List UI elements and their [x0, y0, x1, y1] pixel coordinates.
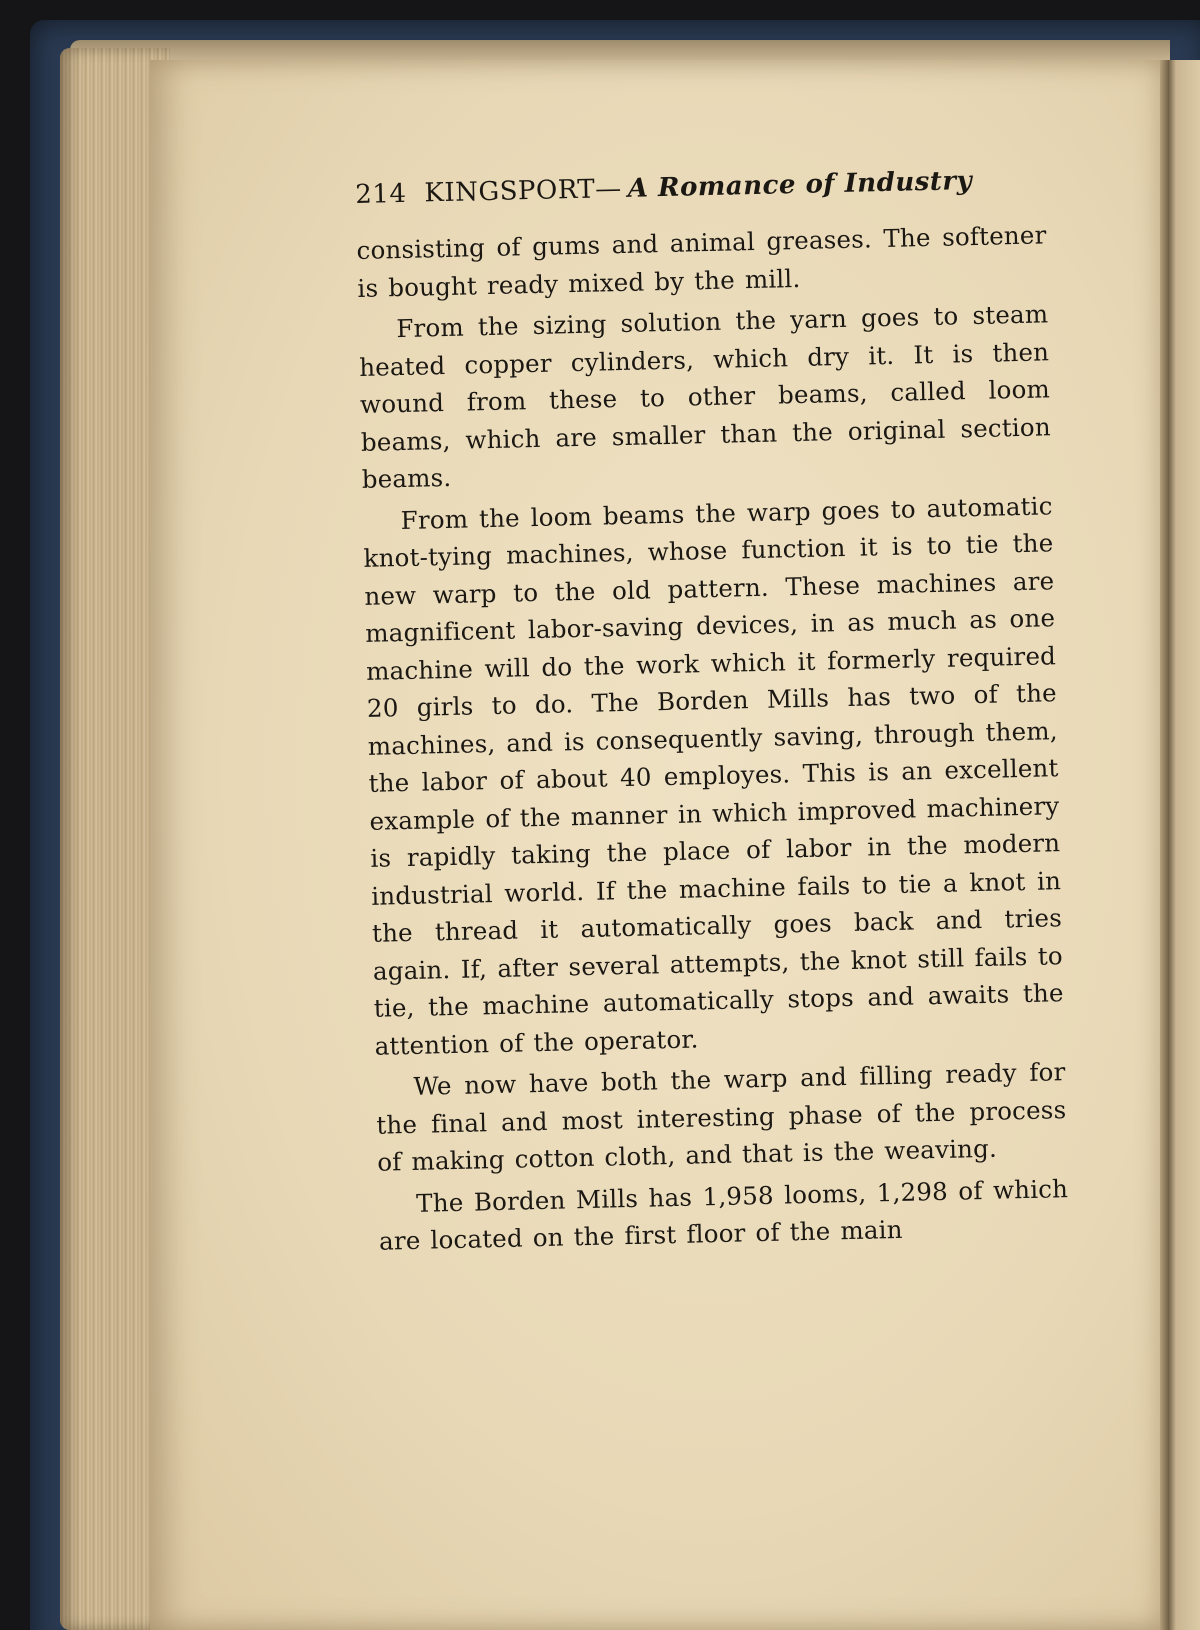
running-subtitle: A Romance of Industry	[627, 166, 973, 204]
facing-page-edge	[1168, 60, 1200, 1630]
paragraph: We now have both the warp and filling ready for the final and most interesting phase of the process of making cotton cloth, and that is the weaving.	[376, 1057, 1067, 1177]
page-number: 214	[355, 178, 407, 210]
paragraph: The Borden Mills has 1,958 looms, 1,298 of which are located on the first floor of the main	[378, 1173, 1069, 1256]
paragraph: From the loom beams the warp goes to automatic knot-tying machines, whose function it is to tie the new warp to the old pattern. These machines are magnificent labor-saving devices, in as much as one machine will do the work which it formerly required 20 girls to do. The Borden Mills has two of the machines, and is consequently saving, through them, the labor of about 40 employes. This is an excellent example of the manner in which improved machinery is rapidly taking the place of labor in the modern industrial world. If the machine fails to tie a knot in the thread it automatically goes back and tries again. If, after several attempts, the knot still fails to tie, the machine automatically stops and awaits the attention of the operator.	[363, 490, 1064, 1061]
paragraph-continued: consisting of gums and animal greases. The softener is bought ready mixed by the mill.	[356, 220, 1047, 303]
paragraph: From the sizing solution the yarn goes to steam heated copper cylinders, which dry it. It is then wound from these to other beams, called loom beams, which are smaller than the original section beams.	[358, 299, 1052, 494]
running-title: KINGSPORT—	[424, 173, 623, 209]
page-text-block	[355, 164, 1069, 1260]
